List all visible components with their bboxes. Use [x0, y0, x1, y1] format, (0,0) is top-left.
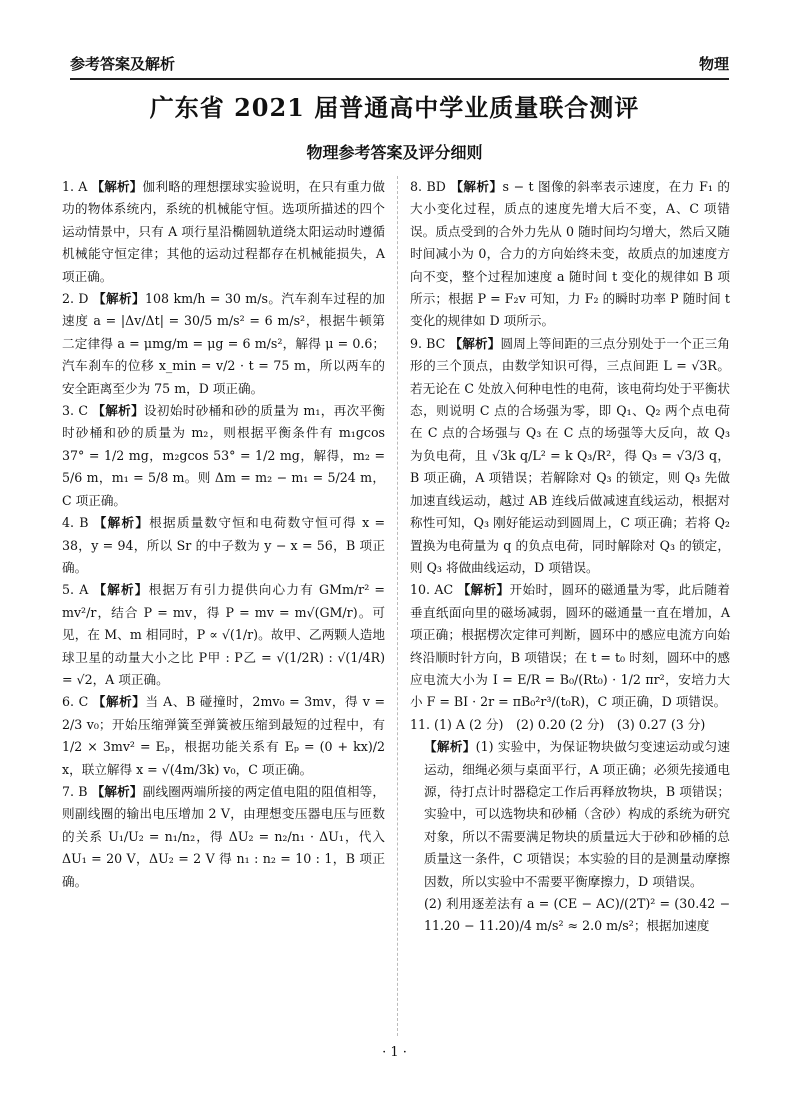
right-column: [410, 176, 730, 938]
left-answer-item: [62, 512, 385, 579]
answer-text: (1) 实验中，为保证物块做匀变速运动或匀速运动，细绳必须与桌面平行，A 项正确；必须先接通电源，待打点计时器稳定工作后再释放物块，B 项错误；实验中，可以选物块和砂桶（含砂）构成的系统为研究对象，所以不需要满足物块的质量远大于砂和砂桶的总质量这一条件，C 项错误；本实验的目的是测量动摩擦因数，所以实验中不需要平衡摩擦力，D 项错误。: [424, 739, 731, 889]
page-title: 广东省 2021 届普通高中学业质量联合测评: [149, 93, 640, 122]
answer-text: 设初始时砂桶和砂的质量为 m₁，再次平衡时砂桶和砂的质量为 m₂，则根据平衡条件有 m₁gcos 37° = 1/2 mg，m₂gcos 53° = 1/2 mg，解得，m₂ = 5/6 m，m₁ = 5/8 m。则 Δm = m₂ − m₁ = 5/24 m，C 项正确。: [62, 403, 385, 508]
analysis-tag: 【解析】: [93, 582, 149, 598]
answer-number: 7. B: [62, 783, 92, 799]
header-left: 参考答案及解析: [70, 55, 176, 73]
answer-number: 1. A: [62, 179, 92, 194]
left-answer-item: [62, 579, 385, 691]
answer-text: 伽利略的理想摆球实验说明，在只有重力做功的物体系统内，系统的机械能守恒。选项所描述的四个运动情景中，只有 A 项行星沿椭圆轨道绕太阳运动时遵循机械能守恒定律；其他的运动过程都存在机械能损失，A 项正确。: [62, 179, 385, 284]
answer-text: 108 km/h = 30 m/s。汽车刹车过程的加速度 a = |Δv/Δt| = 30/5 m/s² = 6 m/s²，根据牛顿第二定律得 a = μmg/m = μg = 6 m/s²，解得 μ = 0.6；汽车刹车的位移 x_min = v/2 · t = 75 m，所以两车的安全距离至少为 75 m，D 项正确。: [62, 291, 386, 396]
left-answer-item: [62, 781, 385, 893]
answer-number: 5. A: [62, 582, 94, 598]
answer-text: 当 A、B 碰撞时，2mv₀ = 3mv，得 v = 2/3 v₀；开始压缩弹簧至弹簧被压缩到最短的过程中，有 1/2 × 3mv² = Eₚ，根据功能关系有 Eₚ = (0 + kx)/2 x，联立解得 x = √(4m/3k) v₀，C 项正确。: [62, 694, 385, 777]
answer-text: 根据质量数守恒和电荷数守恒可得 x = 38，y = 94，所以 Sr 的中子数为 y − x = 56，B 项正确。: [62, 515, 386, 575]
answer-text: (2) 利用逐差法有 a = (CE − AC)/(2T)² = (30.42 − 11.20 − 11.20)/4 m/s² ≈ 2.0 m/s²；根据加速度: [424, 896, 730, 934]
answer-number: 9. BC: [410, 335, 450, 351]
analysis-tag: 【解析】: [457, 582, 510, 598]
header-right: 物理: [698, 55, 729, 73]
analysis-tag: 【解析】: [92, 291, 146, 307]
answer-text: 副线圈两端所接的两定值电阻的阻值相等，则副线圈的输出电压增加 2 V，由理想变压器电压与匝数的关系 U₁/U₂ = n₁/n₂，得 ΔU₂ = n₂/n₁ · ΔU₁，代入 ΔU₁ = 20 V，ΔU₂ = 2 V 得 n₁ : n₂ = 10 : 1，B 项正确。: [62, 783, 386, 889]
answer-number: 3. C: [62, 403, 93, 419]
analysis-tag: 【解析】: [91, 179, 143, 194]
answer-number: 10. AC: [410, 582, 458, 598]
answer-number: 6. C: [62, 694, 93, 710]
answer-number: 4. B: [62, 515, 94, 531]
right-answer-item: [410, 714, 730, 736]
left-answer-item: [62, 288, 385, 400]
page-header: [70, 44, 729, 80]
left-answer-item: [62, 691, 385, 781]
answer-text: 开始时，圆环的磁通量为零，此后随着垂直纸面向里的磁场减弱，圆环的磁通量一直在增加，A 项正确；根据楞次定律可判断，圆环中的感应电流方向始终沿顺时针方向，B 项错误；在 t = t₀ 时刻，圆环中的感应电流大小为 I = E/R = B₀/(Rt₀) · 1/2 πr²，安培力大小 F = BI · 2r = πB₀²r³/(t₀R)，C 项正确，D 项错误。: [410, 582, 730, 710]
answer-text: s − t 图像的斜率表示速度，在力 F₁ 的大小变化过程，质点的速度先增大后不变，A、C 项错误。质点受到的合外力先从 0 随时间均匀增大，然后又随时间减小为 0，合力的方向始终未变，故质点的加速度方向不变，整个过程加速度 a 随时间 t 变化的规律如 B 项所示；根据 P = F₂v 可知，力 F₂ 的瞬时功率 P 随时间 t 变化的规律如 D 项所示。: [410, 179, 731, 329]
analysis-tag: 【解析】: [92, 694, 146, 710]
right-answer-item: [410, 579, 730, 713]
right-answer-item: [410, 893, 730, 938]
right-answer-item: [410, 736, 730, 893]
page-number: · 1 ·: [382, 1045, 407, 1060]
analysis-tag: 【解析】: [424, 739, 476, 755]
column-divider: [397, 176, 398, 1036]
answer-number: 8. BD: [410, 179, 451, 194]
page-subtitle: 物理参考答案及评分细则: [306, 143, 483, 162]
right-answer-item: [410, 176, 730, 333]
left-column: [62, 176, 385, 893]
answer-text: 根据万有引力提供向心力有 GMm/r² = mv²/r，结合 P = mv，得 P = mv = m√(GM/r)。可见，在 M、m 相同时，P ∝ √(1/r)。故甲、乙两颗人造地球卫星的动量大小之比 P甲 : P乙 = √(1/2R) : √(1/4R) = √2，A 项正确。: [62, 582, 385, 687]
answer-text: (1) A (2 分) (2) 0.20 (2 分) (3) 0.27 (3 分): [434, 716, 706, 732]
analysis-tag: 【解析】: [93, 515, 150, 531]
analysis-tag: 【解析】: [91, 783, 143, 799]
answer-number: 2. D: [62, 291, 93, 307]
analysis-tag: 【解析】: [449, 335, 501, 351]
answer-text: 圆周上等间距的三点分别处于一个正三角形的三个顶点，由数学知识可得，三点间距 L = √3R。若无论在 C 处放入何种电性的电荷，该电荷均处于平衡状态，则说明 C 点的合场强为零，即 Q₁、Q₂ 两个点电荷在 C 点的合场强与 Q₃ 在 C 点的场强等大反向，故 Q₃ 为负电荷，且 √3k q/L² = k Q₃/R²，得 Q₃ = √3/3 q，B 项正确，A 项错误；若解除对 Q₃ 的锁定，则 Q₃ 先做加速直线运动，越过 AB 连线后做减速直线运动，根据对称性可知，Q₃ 刚好能运动到圆周上，C 项正确；若将 Q₂ 置换为电荷量为 q 的负点电荷，同时解除对 Q₃ 的锁定，则 Q₃ 将做曲线运动，D 项错误。: [410, 335, 731, 575]
left-answer-item: [62, 400, 385, 512]
left-answer-item: [62, 176, 385, 288]
analysis-tag: 【解析】: [92, 403, 145, 419]
answer-number: 11.: [410, 716, 435, 732]
right-answer-item: [410, 333, 730, 579]
analysis-tag: 【解析】: [450, 179, 503, 194]
